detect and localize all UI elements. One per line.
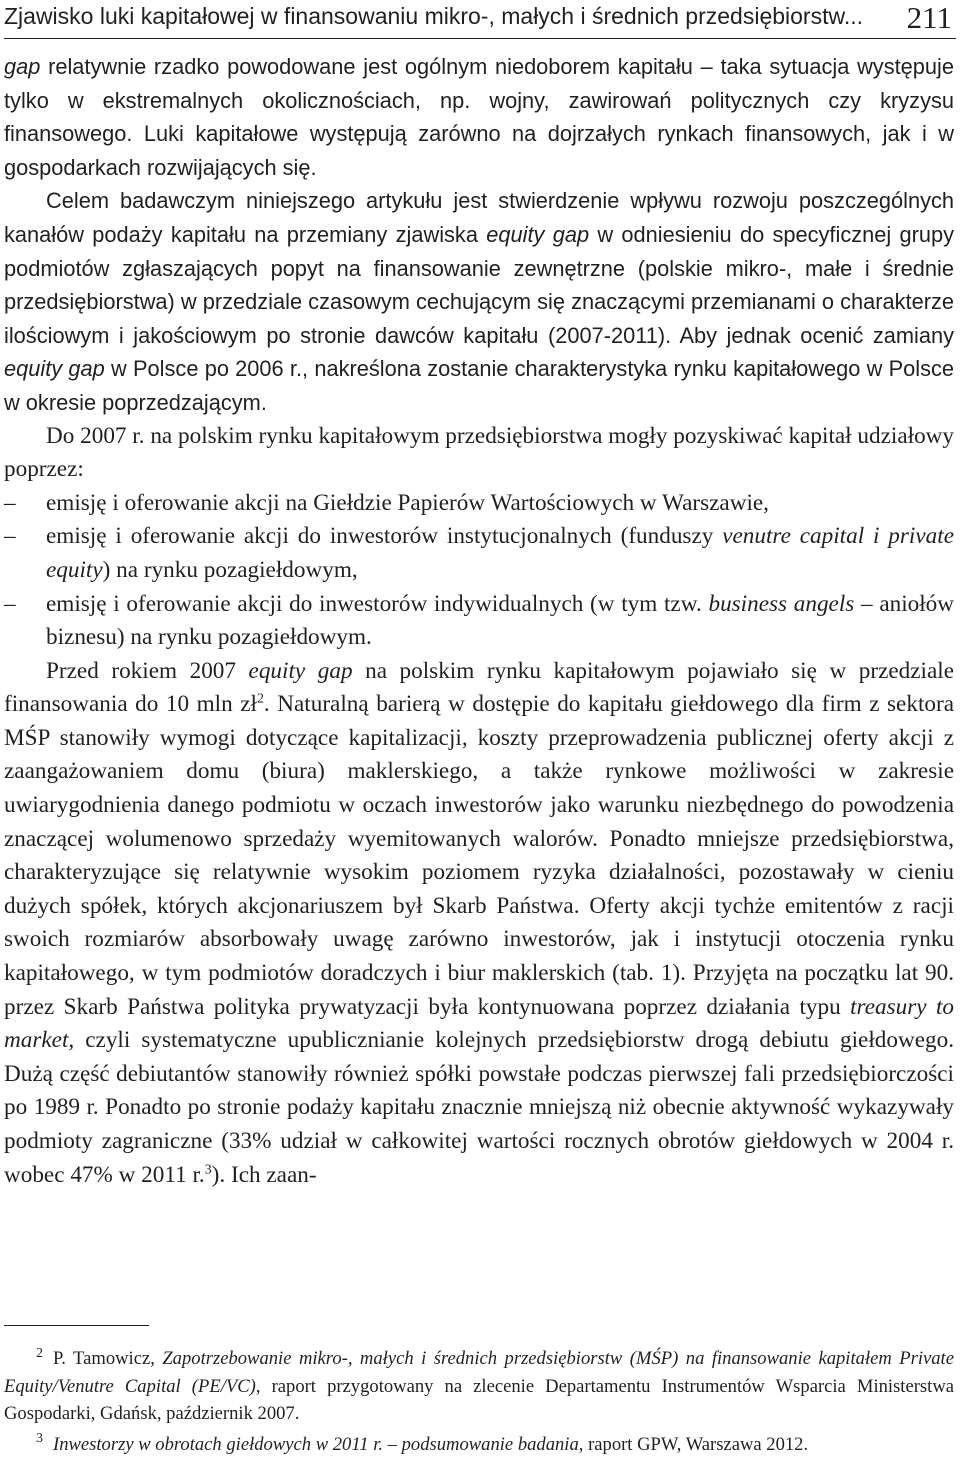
- footnote-number: 3: [36, 1431, 43, 1447]
- running-header: [4, 0, 956, 39]
- main-text: [4, 50, 954, 1192]
- paragraph-text: Celem badawczym niniejszego artykułu jest stwierdzenie wpływu rozwoju poszczególnych kanałów podaży kapitału na przemiany zjawiska: [4, 188, 954, 247]
- paragraph-text: na polskim rynku kapitałowym pojawiało się w przedziale finansowania do 10 mln zł: [4, 657, 955, 718]
- footnotes: [4, 1345, 954, 1461]
- footnote-ref[interactable]: 3: [204, 1161, 212, 1177]
- footnote-text: P. Tamowicz,: [53, 1348, 163, 1369]
- paragraph-before-2007: Do 2007 r. na polskim rynku kapitałowym przedsiębiorstwa mogły pozyskiwać kapitał udziałowy poprzez:: [4, 422, 955, 483]
- paragraph-text: w odniesieniu do specyficznej grupy podmiotów zgłaszających popyt na finansowanie zewnętrzne (polskie mikro-, małe i średnie przedsiębiorstwa) w przedziale czasowym cechującym się znaczącymi przemianami o charakterze ilościowym i jakościowym po stronie dawców kapitału (2007-2011). Aby jednak ocenić zamiany: [4, 221, 955, 348]
- list-item: [4, 487, 954, 521]
- footnote-divider: [4, 1325, 149, 1326]
- italic-term: venutre capital i private equity: [46, 523, 954, 583]
- footnote-text: , raport przygotowany na zlecenie Departamentu Instrumentów Wsparcia Ministerstwa Gospodarki, Gdańsk, październik 2007.: [4, 1375, 954, 1424]
- paragraph-text: , czyli systematyczne upublicznianie kolejnych przedsiębiorstw drogą debiutu giełdowego. Dużą część debiutantów stanowiły również spółki powstałe podczas pierwszej fali przedsiębiorczości po 1989 r. Ponadto po stronie podaży kapitału znacznie mniejszą niż obecnie aktywność wykazywały podmioty zagraniczne (33% udział w całkowitej wartości rocznych obrotów giełdowych w 2004 r. wobec 47% w 2011 r.: [4, 1027, 954, 1188]
- list-item: [4, 588, 954, 655]
- italic-term: equity gap: [486, 221, 590, 247]
- paragraph-research-goal: [4, 184, 954, 419]
- footnote-number: 2: [36, 1345, 43, 1361]
- italic-term: treasury to market: [4, 993, 954, 1054]
- paragraph-equity-gap: [4, 655, 954, 1193]
- paragraph-text: relatywnie rzadko powodowane jest ogólnym niedoborem kapitału – taka sytuacja występuje tylko w ekstremalnych okolicznościach, np. wojny, zawirowań politycznych czy kryzysu finansowego. Luki kapitałowe występują zarówno na dojrzałych rynkach finansowych, jak i w gospodarkach rozwijających się.: [4, 54, 954, 180]
- footnote-text: , raport GPW, Warszawa 2012.: [578, 1433, 809, 1455]
- dash-marker: –: [4, 590, 16, 617]
- paragraph-intro: [4, 50, 954, 184]
- dash-marker: –: [4, 489, 16, 516]
- footnote-3: [4, 1431, 954, 1459]
- italic-term: business angels: [708, 590, 855, 617]
- list-item: [4, 520, 954, 587]
- page-number: 211: [906, 0, 952, 35]
- list-item-text: emisję i oferowanie akcji na Giełdzie Papierów Wartościowych w Warszawie,: [46, 489, 769, 516]
- list-item-text: – aniołów biznesu) na rynku pozagiełdowym.: [46, 590, 955, 651]
- paragraph-text: w Polsce po 2006 r., nakreślona zostanie charakterystyka rynku kapitałowego w Polsce w okresie poprzedzającym.: [4, 356, 954, 415]
- footnote-ref[interactable]: 2: [256, 691, 264, 707]
- italic-term: equity gap: [248, 657, 353, 684]
- list-item-text: emisję i oferowanie akcji do inwestorów indywidualnych (w tym tzw.: [46, 590, 709, 617]
- footnote-2: [4, 1345, 954, 1428]
- paragraph-text: Przed rokiem 2007: [46, 657, 249, 684]
- paragraph-text: ). Ich zaan-: [211, 1161, 317, 1188]
- dash-marker: –: [4, 523, 16, 550]
- list-item-text: ) na rynku pozagiełdowym,: [102, 556, 358, 583]
- footnote-title: Zapotrzebowanie mikro-, małych i średnich przedsiębiorstw (MŚP) na finansowanie kapitałem Private Equity/Venutre Capital (PE/VC): [4, 1348, 954, 1397]
- footnote-title: Inwestorzy w obrotach giełdowych w 2011 r. – podsumowanie badania: [53, 1433, 579, 1455]
- paragraph-text: . Naturalną barierą w dostępie do kapitału giełdowego dla firm z sektora MŚP stanowiły wymogi dotyczące kapitalizacji, koszty przeprowadzenia publicznej oferty akcji z zaangażowaniem domu (biura) maklerskiego, a także rynkowe możliwości w zakresie uwiarygodnienia danego podmiotu w oczach inwestorów jako warunku niezbędnego do powodzenia znaczącej wolumenowo sprzedaży wyemitowanych walorów. Ponadto mniejsze przedsiębiorstwa, charakteryzujące się relatywnie wysokim poziomem ryzyka działalności, pozostawały w cieniu dużych spółek, których akcjonariuszem był Skarb Państwa. Oferty akcji tychże emitentów z racji swoich rozmiarów absorbowały uwagę zarówno inwestorów, jak i instytucji otoczenia rynku kapitałowego, w tym podmiotów doradczych i biur maklerskich (tab. 1). Przyjęta na początku lat 90. przez Skarb Państwa polityka prywatyzacji była kontynuowana poprzez działania typu: [4, 691, 954, 1020]
- italic-term: gap: [4, 54, 41, 79]
- running-title: Zjawisko luki kapitałowej w finansowaniu mikro-, małych i średnich przedsiębiorstw...: [4, 3, 863, 29]
- italic-term: equity gap: [4, 356, 105, 382]
- list-item-text: emisję i oferowanie akcji do inwestorów instytucjonalnych (funduszy: [46, 523, 723, 550]
